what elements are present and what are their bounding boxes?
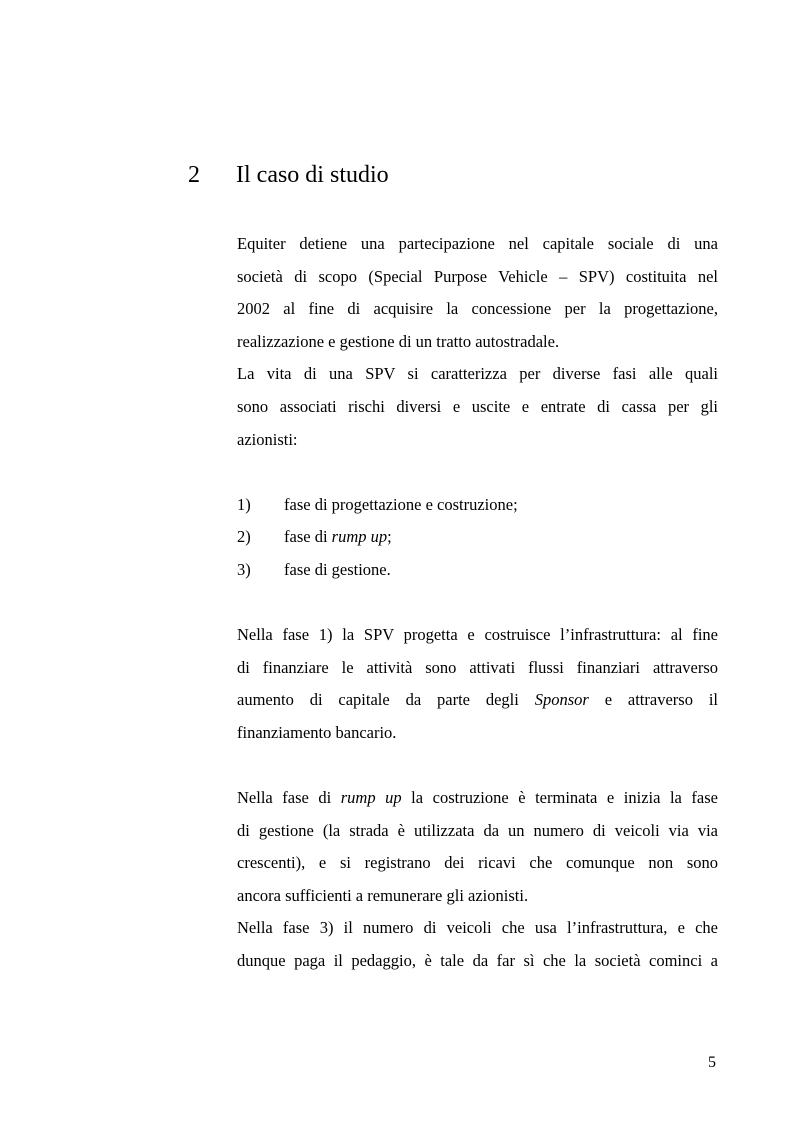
text-line: finanziamento bancario.: [237, 722, 397, 742]
list-text: ;: [387, 527, 392, 547]
text-line: Nella fase 1) la SPV progetta e costruisce l’infrastruttura: al fine: [237, 625, 718, 645]
text-line: Nella fase 3) il numero di veicoli che usa l’infrastruttura, e che: [237, 918, 718, 938]
list-text: fase di progettazione e costruzione;: [284, 494, 518, 514]
italic-term: Sponsor: [534, 690, 589, 710]
list-number: 1): [237, 494, 251, 514]
document-body: [237, 228, 718, 978]
page-number: 5: [708, 1054, 716, 1071]
text-line: azionisti:: [237, 429, 298, 449]
section-title: Il caso di studio: [236, 162, 389, 188]
text-line: ancora sufficienti a remunerare gli azionisti.: [237, 885, 529, 905]
paragraph-phases-intro: [237, 358, 718, 456]
text-line: Equiter detiene una partecipazione nel capitale sociale di una: [237, 234, 718, 253]
text-line: crescenti), e si registrano dei ricavi che comunque non sono: [237, 853, 718, 873]
list-text: fase di: [284, 527, 332, 547]
text-line: dunque paga il pedaggio, è tale da far sì che la società cominci a: [237, 951, 718, 971]
text-line: 2002 al fine di acquisire la concessione per la progettazione,: [237, 299, 718, 319]
paragraph-rump-up: [237, 782, 718, 912]
list-item: [237, 521, 718, 554]
text-line: La vita di una SPV si caratterizza per diverse fasi alle quali: [237, 364, 718, 384]
list-number: 2): [237, 527, 251, 547]
text-line: realizzazione e gestione di un tratto autostradale.: [237, 331, 560, 351]
phases-list: [237, 489, 718, 587]
section-number: 2: [188, 162, 200, 188]
text-line: sono associati rischi diversi e uscite e entrate di cassa per gli: [237, 396, 718, 416]
paragraph-intro: [237, 228, 718, 358]
text-line: di gestione (la strada è utilizzata da un numero di veicoli via via: [237, 820, 718, 840]
text-line: aumento di capitale da parte degli Sponsor e attraverso il: [237, 690, 718, 710]
paragraph-phase-3: [237, 912, 718, 977]
section-heading: [188, 160, 389, 190]
list-item: [237, 554, 718, 587]
list-text: fase di gestione.: [284, 559, 391, 579]
text-line: di finanziare le attività sono attivati flussi finanziari attraverso: [237, 657, 718, 677]
list-text-italic: rump up: [331, 527, 388, 547]
list-item: [237, 489, 718, 522]
text-line: società di scopo (Special Purpose Vehicle – SPV) costituita nel: [237, 266, 718, 286]
italic-term: rump up: [340, 788, 402, 808]
paragraph-phase-1: [237, 619, 718, 749]
text-line: Nella fase di rump up la costruzione è terminata e inizia la fase: [237, 788, 718, 808]
list-number: 3): [237, 559, 251, 579]
